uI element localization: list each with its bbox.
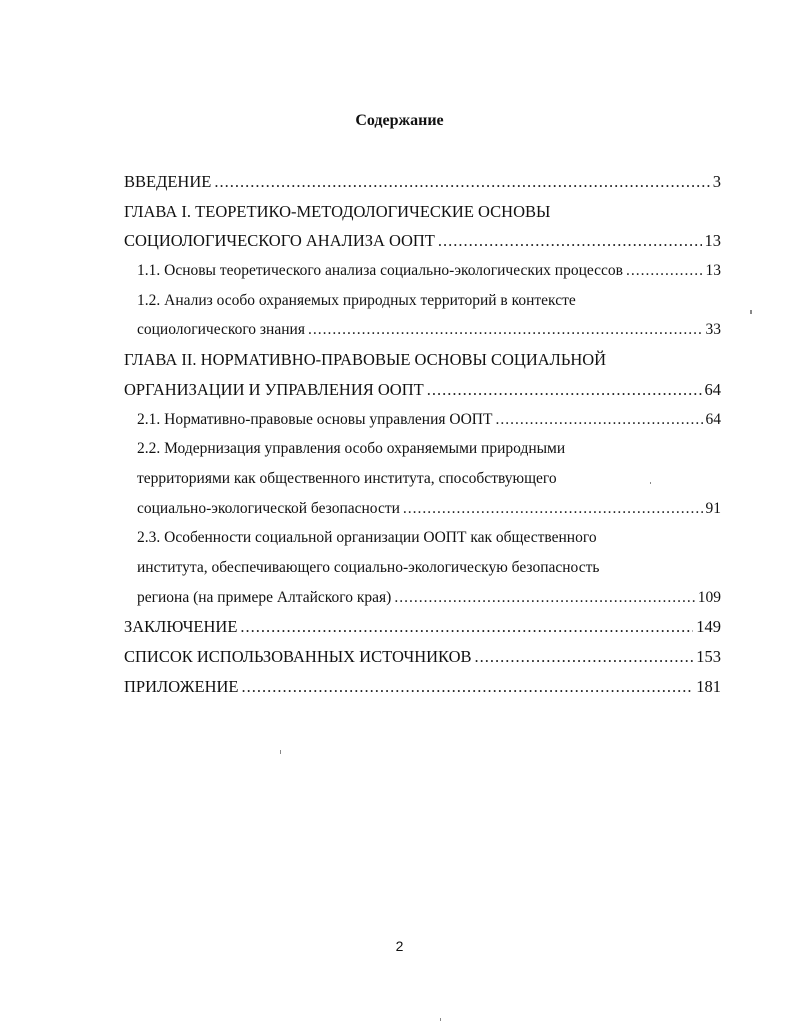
toc-entry-chapter-1-line-2[interactable]: [124, 226, 721, 256]
toc-entry-text: СПИСОК ИСПОЛЬЗОВАННЫХ ИСТОЧНИКОВ: [124, 647, 472, 666]
toc-entry-text: социологического знания: [137, 321, 305, 339]
dot-leader: [214, 167, 709, 197]
toc-entry-appendix[interactable]: [124, 672, 721, 702]
toc-entry-introduction[interactable]: [124, 167, 721, 197]
toc-entry-page: 91: [705, 499, 721, 517]
dot-leader: [626, 256, 703, 286]
toc-entry-page: 13: [704, 231, 721, 251]
scan-speck: [440, 1018, 441, 1021]
toc-entry-text: 2.1. Нормативно-правовые основы управления ООПТ: [137, 410, 493, 428]
toc-entry-page: 13: [705, 262, 721, 280]
toc-entry-section-2-3-line-1[interactable]: [124, 523, 721, 553]
toc-entry-section-2-3-line-3[interactable]: [124, 583, 721, 613]
toc-entry-text: ВВЕДЕНИЕ: [124, 172, 212, 191]
scan-speck: [750, 310, 752, 314]
toc-entry-text: ПРИЛОЖЕНИЕ: [124, 676, 239, 696]
dot-leader: [241, 672, 693, 702]
toc-entry-text: 1.2. Анализ особо охраняемых природных территорий в контексте: [137, 291, 576, 309]
toc-entry-page: 149: [696, 617, 721, 637]
toc-entry-text: 1.1. Основы теоретического анализа социально-экологических процессов: [137, 262, 623, 280]
page-number: 2: [395, 938, 404, 954]
toc-entry-section-2-2-line-1[interactable]: [124, 434, 721, 464]
toc-entry-text: 2.2. Модернизация управления особо охраняемыми природными: [137, 440, 566, 458]
toc-entry-text: ЗАКЛЮЧЕНИЕ: [124, 617, 238, 637]
toc-entry-text: ГЛАВА II. НОРМАТИВНО-ПРАВОВЫЕ ОСНОВЫ СОЦИАЛЬНОЙ: [124, 350, 607, 370]
toc-entry-text: института, обеспечивающего социально-экологическую безопасность: [137, 558, 600, 576]
toc-entry-section-2-2-line-2[interactable]: [124, 464, 721, 494]
scan-speck: [650, 482, 651, 484]
table-of-contents: [124, 167, 721, 701]
toc-entry-text: 2.3. Особенности социальной организации ООПТ как общественного: [137, 529, 597, 547]
toc-entry-page: 64: [704, 379, 721, 399]
toc-entry-page: 33: [705, 321, 721, 339]
toc-entry-conclusion[interactable]: [124, 612, 721, 642]
toc-entry-text: социально-экологической безопасности: [137, 499, 400, 517]
toc-entry-references[interactable]: [124, 642, 721, 672]
scan-speck: [280, 750, 281, 754]
dot-leader: [394, 583, 694, 613]
page-title: Содержание: [355, 112, 444, 129]
toc-entry-page: 3: [712, 172, 721, 191]
toc-entry-section-2-2-line-3[interactable]: [124, 494, 721, 524]
dot-leader: [475, 642, 694, 672]
toc-entry-section-1-2-line-2[interactable]: [124, 315, 721, 345]
toc-entry-section-2-1[interactable]: [124, 405, 721, 435]
toc-entry-page: 64: [705, 410, 721, 428]
toc-entry-chapter-1-line-1[interactable]: [124, 197, 721, 227]
toc-entry-section-2-3-line-2[interactable]: [124, 553, 721, 583]
toc-entry-text: ОРГАНИЗАЦИИ И УПРАВЛЕНИЯ ООПТ: [124, 379, 424, 399]
toc-entry-chapter-2-line-2[interactable]: [124, 375, 721, 405]
toc-entry-text: ГЛАВА I. ТЕОРЕТИКО-МЕТОДОЛОГИЧЕСКИЕ ОСНОВЫ: [124, 201, 551, 221]
dot-leader: [403, 494, 703, 524]
toc-entry-page: 109: [697, 588, 721, 606]
dot-leader: [240, 612, 693, 642]
toc-entry-chapter-2-line-1[interactable]: [124, 345, 721, 375]
toc-entry-page: 181: [696, 676, 721, 696]
dot-leader: [427, 375, 702, 405]
toc-entry-text: СОЦИОЛОГИЧЕСКОГО АНАЛИЗА ООПТ: [124, 231, 435, 251]
toc-entry-section-1-2-line-1[interactable]: [124, 286, 721, 316]
toc-entry-section-1-1[interactable]: [124, 256, 721, 286]
toc-entry-text: региона (на примере Алтайского края): [137, 588, 392, 606]
toc-entry-text: территориями как общественного института, способствующего: [137, 469, 557, 487]
dot-leader: [495, 405, 702, 435]
dot-leader: [308, 315, 703, 345]
dot-leader: [438, 226, 702, 256]
toc-entry-page: 153: [696, 647, 721, 666]
